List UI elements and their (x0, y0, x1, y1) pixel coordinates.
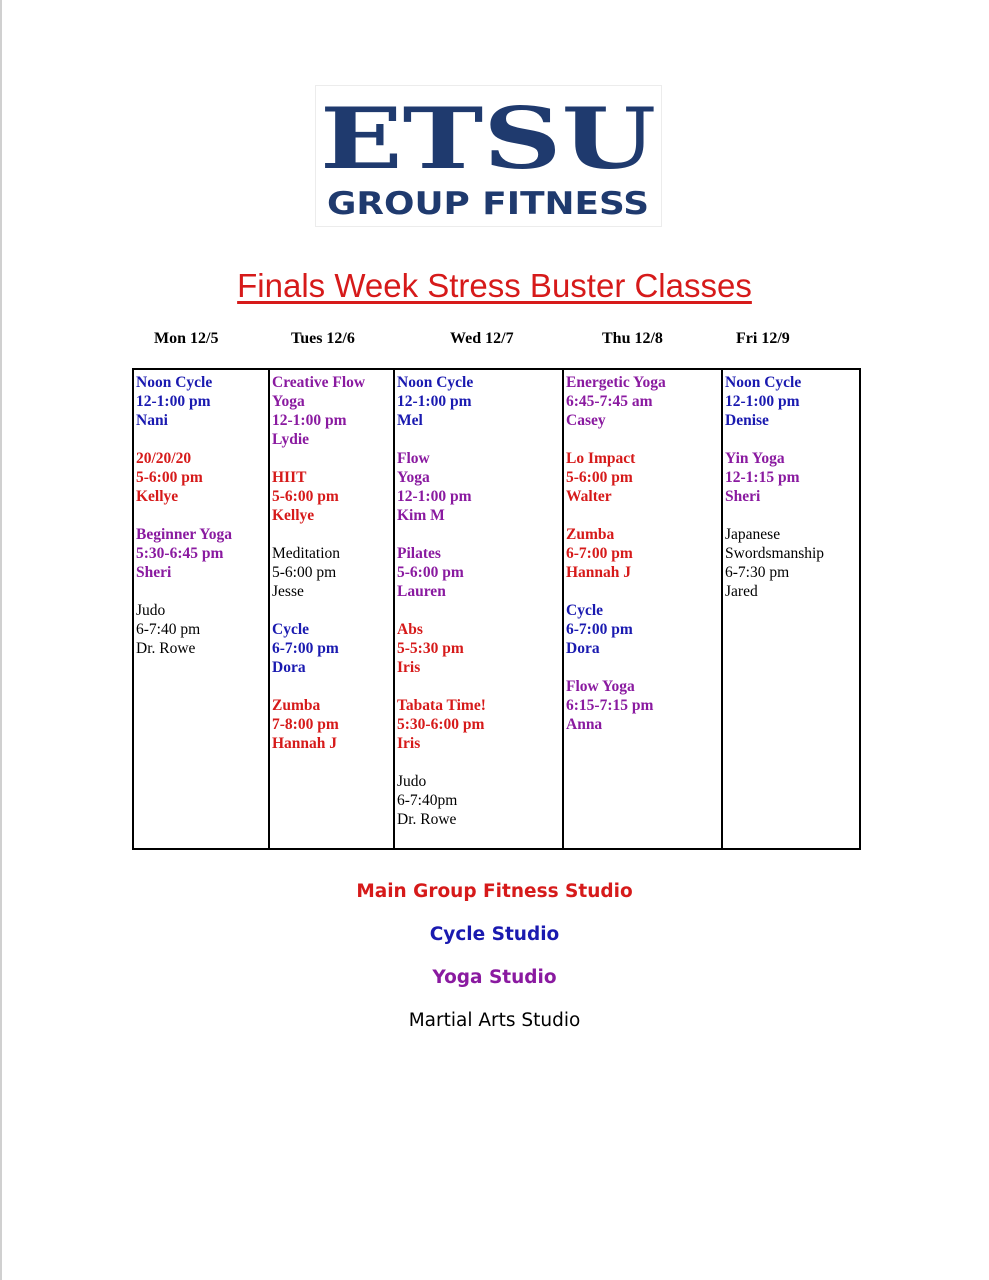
class-entry (397, 544, 563, 601)
class-name: Yin Yoga (725, 450, 785, 467)
legend-martial-arts-studio: Martial Arts Studio (408, 1010, 581, 1031)
class-detail: Kellye (272, 507, 315, 524)
class-name: Abs (397, 621, 423, 638)
class-entry (272, 373, 394, 449)
class-detail: Kellye (136, 488, 179, 505)
class-name: 20/20/20 (136, 450, 192, 467)
class-detail: Swordsmanship (725, 545, 825, 562)
legend-main-studio: Main Group Fitness Studio (356, 881, 633, 902)
class-detail: 12-1:15 pm (725, 469, 800, 486)
class-detail: Yoga (272, 393, 305, 410)
class-detail: 6-7:00 pm (566, 621, 633, 638)
class-detail: 12-1:00 pm (136, 393, 211, 410)
class-name: Creative Flow (272, 374, 366, 391)
class-entry (725, 373, 859, 430)
logo-subtitle: GROUP FITNESS (327, 186, 649, 222)
class-detail: Iris (397, 659, 421, 676)
class-detail: 5-6:00 pm (272, 488, 339, 505)
class-entry (397, 620, 563, 677)
class-entry (566, 373, 722, 430)
class-detail: Dora (272, 659, 306, 676)
day-header-tue: Tues 12/6 (291, 330, 355, 347)
class-detail: Sheri (725, 488, 761, 505)
class-entry (566, 677, 722, 734)
class-name: Lo Impact (566, 450, 636, 467)
class-detail: 5-6:00 pm (272, 564, 337, 581)
class-detail: Kim M (397, 507, 445, 524)
class-name: Meditation (272, 545, 341, 562)
class-detail: 12-1:00 pm (397, 488, 472, 505)
class-name: Beginner Yoga (136, 526, 233, 543)
class-name: Cycle (566, 602, 604, 619)
legend-yoga-studio: Yoga Studio (432, 967, 557, 988)
class-name: Energetic Yoga (566, 374, 666, 391)
class-detail: Mel (397, 412, 423, 429)
class-name: Judo (397, 773, 427, 790)
class-entry (136, 525, 268, 582)
class-entry (397, 696, 563, 753)
day-header-mon: Mon 12/5 (154, 330, 219, 347)
schedule-column-fri (721, 370, 859, 848)
class-detail: Jesse (272, 583, 304, 600)
class-entry (397, 449, 563, 525)
day-header-wed: Wed 12/7 (450, 330, 514, 347)
class-detail: 6-7:00 pm (272, 640, 339, 657)
class-name: Flow (397, 450, 430, 467)
class-entry (566, 449, 722, 506)
class-entry (272, 544, 394, 601)
day-header-thu: Thu 12/8 (602, 330, 663, 347)
class-detail: 6:15-7:15 pm (566, 697, 654, 714)
class-name: Flow Yoga (566, 678, 635, 695)
class-detail: 5:30-6:00 pm (397, 716, 485, 733)
class-detail: 5-6:00 pm (397, 564, 464, 581)
class-entry (136, 601, 268, 658)
class-name: Judo (136, 602, 166, 619)
class-detail: 6-7:00 pm (566, 545, 633, 562)
class-entry (397, 772, 563, 829)
class-name: Zumba (272, 697, 321, 714)
class-detail: Hannah J (566, 564, 632, 581)
class-name: Japanese (725, 526, 781, 543)
class-detail: 6-7:30 pm (725, 564, 790, 581)
class-entry (272, 696, 394, 753)
class-detail: Sheri (136, 564, 172, 581)
page-edge (0, 0, 2, 1280)
class-name: Zumba (566, 526, 615, 543)
class-detail: Denise (725, 412, 769, 429)
legend-cycle-studio: Cycle Studio (429, 924, 560, 945)
class-name: Tabata Time! (397, 697, 486, 714)
logo-wordmark: ETSU (320, 89, 656, 188)
class-detail: Yoga (397, 469, 430, 486)
class-detail: Dr. Rowe (397, 811, 457, 828)
class-entry (136, 373, 268, 430)
class-entry (272, 620, 394, 677)
class-name: HIIT (272, 469, 307, 486)
class-detail: 5-5:30 pm (397, 640, 464, 657)
class-detail: 12-1:00 pm (397, 393, 472, 410)
schedule-column-mon (134, 370, 268, 848)
class-detail: 6-7:40pm (397, 792, 458, 809)
class-detail: 12-1:00 pm (272, 412, 347, 429)
etsu-group-fitness-logo (316, 86, 661, 226)
class-detail: Walter (566, 488, 612, 505)
class-detail: Anna (566, 716, 603, 733)
class-detail: Nani (136, 412, 168, 429)
class-detail: 5-6:00 pm (136, 469, 203, 486)
schedule-column-thu (562, 370, 722, 848)
class-name: Noon Cycle (397, 374, 474, 391)
class-detail: 6:45-7:45 am (566, 393, 653, 410)
page-title: Finals Week Stress Buster Classes (237, 267, 752, 304)
class-entry (136, 449, 268, 506)
class-detail: Jared (725, 583, 758, 600)
class-entry (397, 373, 563, 430)
class-entry (272, 468, 394, 525)
class-detail: 6-7:40 pm (136, 621, 201, 638)
class-detail: Iris (397, 735, 421, 752)
class-detail: 5-6:00 pm (566, 469, 633, 486)
class-detail: Dr. Rowe (136, 640, 196, 657)
schedule-table (132, 368, 861, 850)
class-name: Cycle (272, 621, 310, 638)
day-header-fri: Fri 12/9 (736, 330, 790, 347)
class-name: Noon Cycle (136, 374, 213, 391)
class-detail: Casey (566, 412, 606, 429)
class-name: Noon Cycle (725, 374, 802, 391)
schedule-column-tue (268, 370, 394, 848)
schedule-column-wed (393, 370, 563, 848)
class-detail: 12-1:00 pm (725, 393, 800, 410)
class-detail: Hannah J (272, 735, 338, 752)
class-detail: 5:30-6:45 pm (136, 545, 224, 562)
class-entry (566, 601, 722, 658)
class-entry (725, 449, 859, 506)
class-detail: 7-8:00 pm (272, 716, 339, 733)
class-entry (566, 525, 722, 582)
class-detail: Dora (566, 640, 600, 657)
class-name: Pilates (397, 545, 441, 562)
class-entry (725, 525, 859, 601)
class-detail: Lydie (272, 431, 310, 448)
class-detail: Lauren (397, 583, 446, 600)
